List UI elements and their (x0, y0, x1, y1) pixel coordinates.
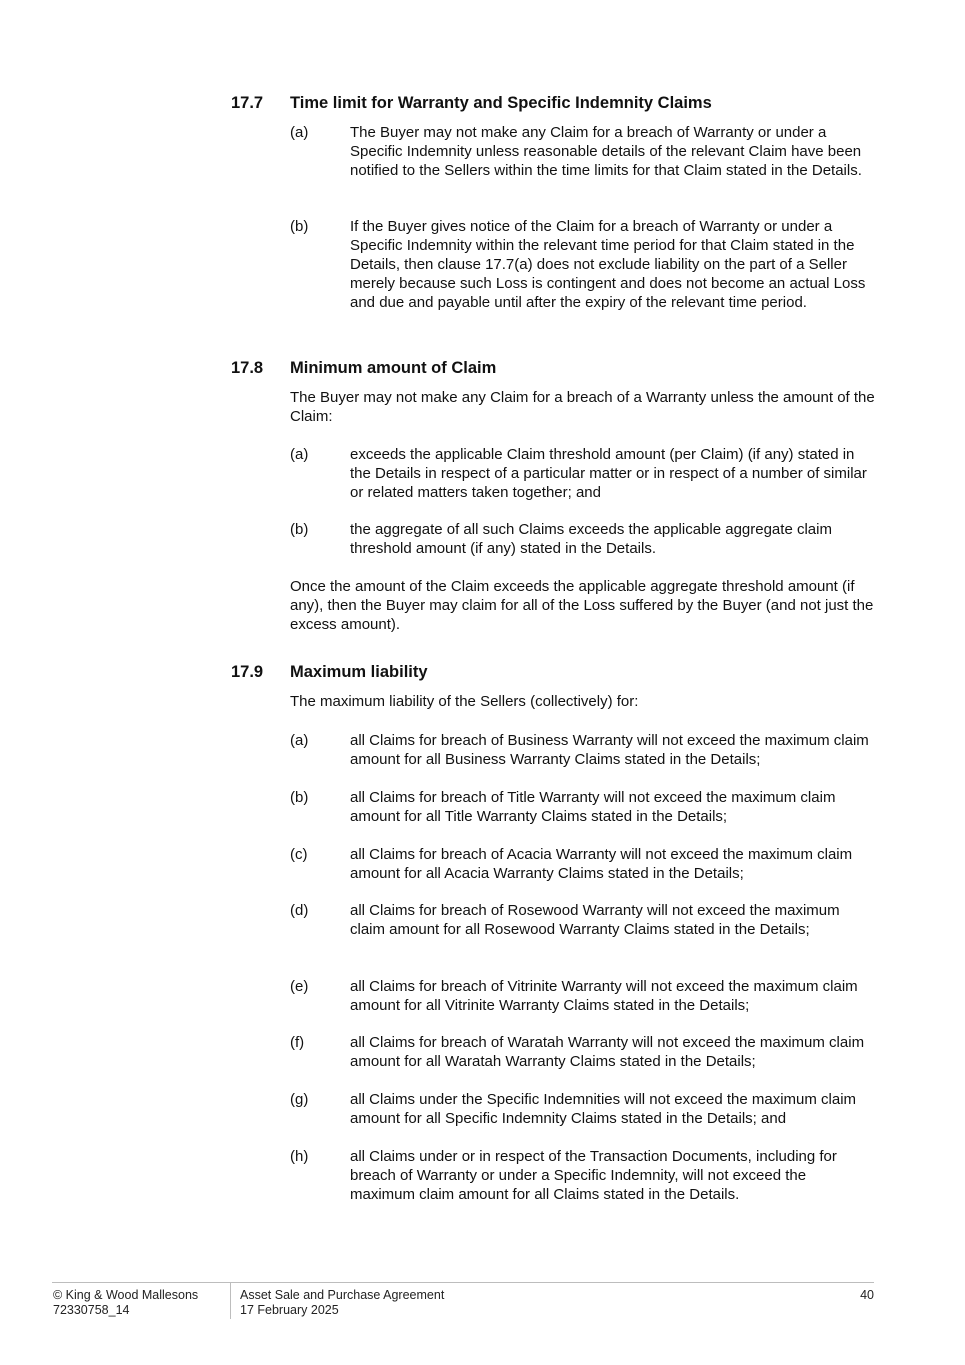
item-text: all Claims for breach of Waratah Warranty will not exceed the maximum claim amount for all Waratah Warranty Claims stated in the Details; (350, 1034, 865, 1070)
item-text: exceeds the applicable Claim threshold amount (per Claim) (if any) stated in the Details in respect of a particular matter or in respect of a number of similar or related matters taken together; and (350, 446, 867, 501)
item-label: (a) (290, 446, 309, 463)
item-label: (a) (290, 732, 309, 749)
item-text: all Claims under or in respect of the Transaction Documents, including for breach of Warranty or under a Specific Indemnity, will not exceed the maximum claim amount for all Claims stated in the Details. (350, 1148, 837, 1203)
list-item (290, 1033, 875, 1071)
footer-doc-date: 17 February 2025 (240, 1303, 339, 1317)
list-item (290, 788, 875, 826)
list-item (290, 1147, 875, 1204)
item-label: (h) (290, 1148, 309, 1165)
footer-doc-title: Asset Sale and Purchase Agreement (240, 1288, 445, 1302)
footer-page-number: 40 (860, 1288, 874, 1302)
list-item (290, 217, 875, 312)
section-number: 17.9 (231, 663, 264, 681)
item-text: The Buyer may not make any Claim for a breach of Warranty or under a Specific Indemnity unless reasonable details of the relevant Claim have been notified to the Sellers within the time limits for that Claim stated in the Details. (350, 124, 862, 179)
list-item (290, 1090, 875, 1128)
section-heading-17-8 (231, 358, 496, 378)
footer-divider (52, 1282, 874, 1283)
item-label: (e) (290, 978, 309, 995)
section-title: Time limit for Warranty and Specific Indemnity Claims (290, 94, 712, 112)
list-item (290, 901, 875, 939)
item-label: (g) (290, 1091, 309, 1108)
item-text: all Claims for breach of Business Warranty will not exceed the maximum claim amount for all Business Warranty Claims stated in the Details; (350, 732, 869, 768)
item-text: If the Buyer gives notice of the Claim for a breach of Warranty or under a Specific Indemnity within the relevant time period for that Claim stated in the Details, then clause 17.7(a) does not exclude liability on the part of a Seller merely because such Loss is contingent and does not become an actual Loss and due and payable until after the expiry of the relevant time period. (350, 218, 866, 311)
item-text: all Claims under the Specific Indemnities will not exceed the maximum claim amount for all Specific Indemnity Claims stated in the Details; and (350, 1091, 857, 1127)
list-item (290, 977, 875, 1015)
item-label: (b) (290, 521, 309, 538)
list-item (290, 520, 875, 558)
item-label: (b) (290, 218, 309, 235)
section-heading-17-9 (231, 662, 428, 682)
section-intro: The maximum liability of the Sellers (collectively) for: (290, 693, 639, 710)
item-text: all Claims for breach of Acacia Warranty will not exceed the maximum claim amount for all Acacia Warranty Claims stated in the Details; (350, 846, 853, 882)
item-label: (b) (290, 789, 309, 806)
section-closing: Once the amount of the Claim exceeds the applicable aggregate threshold amount (if any), then the Buyer may claim for all of the Loss suffered by the Buyer (and not just the excess amount). (290, 578, 874, 633)
section-title: Maximum liability (290, 663, 428, 681)
item-label: (d) (290, 902, 309, 919)
item-text: all Claims for breach of Rosewood Warranty will not exceed the maximum claim amount for all Rosewood Warranty Claims stated in the Details; (350, 902, 840, 938)
item-label: (c) (290, 846, 308, 863)
section-heading-17-7 (231, 93, 712, 113)
list-item (290, 445, 875, 502)
item-label: (f) (290, 1034, 305, 1051)
section-number: 17.8 (231, 359, 264, 377)
section-title: Minimum amount of Claim (290, 359, 497, 377)
footer-left (53, 1288, 198, 1318)
item-label: (a) (290, 124, 309, 141)
list-item (290, 845, 875, 883)
footer-center (240, 1288, 444, 1318)
item-text: the aggregate of all such Claims exceeds the applicable aggregate claim threshold amount (if any) stated in the Details. (350, 521, 832, 557)
item-text: all Claims for breach of Vitrinite Warranty will not exceed the maximum claim amount for all Vitrinite Warranty Claims stated in the Details; (350, 978, 858, 1014)
section-intro: The Buyer may not make any Claim for a breach of a Warranty unless the amount of the Claim: (290, 389, 875, 425)
section-number: 17.7 (231, 94, 264, 112)
footer-column-divider (230, 1283, 231, 1319)
list-item (290, 731, 875, 769)
list-item (290, 123, 875, 180)
item-text: all Claims for breach of Title Warranty will not exceed the maximum claim amount for all Title Warranty Claims stated in the Details; (350, 789, 836, 825)
footer-copyright: © King & Wood Mallesons (53, 1288, 199, 1302)
footer-doc-number: 72330758_14 (53, 1303, 130, 1317)
